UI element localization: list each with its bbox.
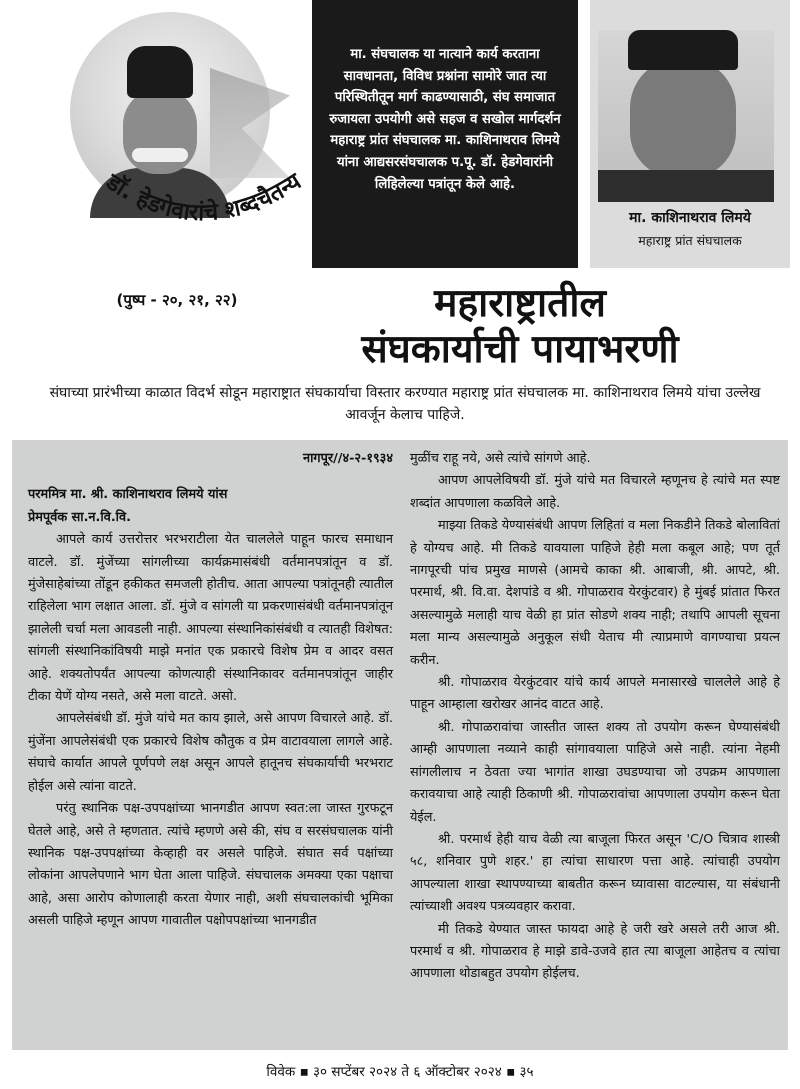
page-footer: विवेक ▪ ३० सप्टेंबर २०२४ ते ६ ऑक्टोबर २०२४ ▪ ३५ xyxy=(266,1064,534,1080)
limaye-photo xyxy=(598,30,774,202)
pushpa-number: (पुष्प - २०, २१, २२) xyxy=(116,291,238,309)
series-title xyxy=(55,150,345,290)
letter-paragraph: श्री. गोपाळराव येरकुंटवार यांचे कार्य आपले मनासारखे चाललेले आहे हे पाहून आम्हाला खरोखर आनंद वाटत आहे. xyxy=(410,675,780,713)
article-intro: संघाच्या प्रारंभीच्या काळात विदर्भ सोडून महाराष्ट्रात संघकार्याचा विस्तार करण्यात महाराष्ट्र प्रांत संघचालक मा. काशिनाथराव लिमये यांचा उल्लेख आवर्जून केलाच पाहिजे. xyxy=(49,385,761,423)
portrait-caption-name: मा. काशिनाथराव लिमये xyxy=(629,210,751,226)
letter-panel xyxy=(12,440,788,1050)
headline-line-2: संघकार्याची पायाभरणी xyxy=(361,326,679,372)
intro-box: मा. संघचालक या नात्याने कार्य करताना सावधानता, विविध प्रश्नांना सामोरे जात त्या परिस्थितीतून मार्ग काढण्यासाठी, संघ समाजात रुजायला उपयोगी असे सहज व सखोल मार्गदर्शन महाराष्ट्र प्रांत संघचालक मा. काशिनाथराव लिमये यांना आद्यसरसंघचालक प.पू. डॉ. हेडगेवारांनी लिहिलेल्या पत्रांतून केले आहे. xyxy=(312,0,578,268)
letter-paragraph: आपलेसंबंधी डॉ. मुंजे यांचे मत काय झाले, असे आपण विचारले आहे. डॉ. मुंजेंना आपलेसंबंधी एक प्रकारचे विशेष कौतुक व प्रेम वाटावयाला लागले आहे. संघाचे कार्यात आपले पूर्णपणे लक्ष असून आपले हातूनच संघकार्याची भरभराट होईल असे त्यांना वाटते. xyxy=(28,711,393,794)
letter-salutation: परममित्र मा. श्री. काशिनाथराव लिमये यांस xyxy=(28,487,228,503)
limaye-portrait-panel xyxy=(590,0,790,268)
letter-paragraph: श्री. परमार्थ हेही याच वेळी त्या बाजूला फिरत असून 'C/O चित्राव शास्त्री ५८, शनिवार पुणे शहर.' हा त्यांचा साधारण पत्ता आहे. त्यांचाही उपयोग आपल्याला शाखा स्थापण्याच्या बाबतीत करून घ्यावासा वाटल्यास, या संबंधानी त्यांच्याशी अवश्य पत्रव्यवहार करावा. xyxy=(410,831,780,915)
letter-paragraph: श्री. गोपाळरावांचा जास्तीत जास्त शक्य तो उपयोग करून घेण्यासंबंधी आम्ही आपणाला नव्याने काही सांगावयाला पाहिजे असे नाही. त्यांना नेहमी सांगलीलाच न ठेवता ज्या भागांत शाखा उघडण्याचा जो उपक्रम आपणाला करावयाचा आहे त्याही ठिकाणी श्री. गोपाळरावांचा आपणाला उपयोग करून घेता येईल. xyxy=(410,719,780,825)
portrait-caption-role: महाराष्ट्र प्रांत संघचालक xyxy=(638,233,742,248)
letter-paragraph: परंतु स्थानिक पक्ष-उपपक्षांच्या भानगडीत आपण स्वत:ला जास्त गुरफटून घेतले आहे, असे ते म्हणतात. त्यांचे म्हणणे असे की, संघ व सरसंघचालक यांनी स्थानिक पक्ष-उपपक्षांच्या केव्हाही वर असले पाहिजे. संघात सर्व पक्षांच्या लोकांना आपलेपणाने भाग घेता आला पाहिजे. संघचालक अमक्या एका पक्षाचा आहे, असा आरोप कोणालाही करता येणार नाही, अशी संघचालकांची भूमिका असली पाहिजे म्हणून आपण गावातील पक्षोपपक्षांच्या भानगडीत xyxy=(28,801,393,929)
svg-text:डॉ. हेडगेवारांचे शब्दचैतन्य: डॉ. हेडगेवारांचे शब्दचैतन्य xyxy=(101,168,306,227)
letter-paragraph: मी तिकडे येण्यात जास्त फायदा आहे हे जरी खरे असले तरी आज श्री. परमार्थ व श्री. गोपाळराव हे माझे डावे-उजवे हात त्या बाजूला आहेतच व त्यांचा आपणाला थोडाबहुत उपयोग होईलच. xyxy=(410,921,780,982)
letter-column-right xyxy=(410,448,780,986)
article-headline xyxy=(290,280,750,372)
letter-paragraph: माझ्या तिकडे येण्यासंबंधी आपण लिहितां व मला निकडीने तिकडे बोलावितां हे योग्यच आहे. मी तिकडे यावयाला पाहिजे हेही मला कबूल आहे; पण तूर्त नागपूरची पांच प्रमुख माणसे (आमचे काका श्री. आबाजी, श्री. आपटे, श्री. परमार्थ, श्री. वि.वा. देशपांडे व श्री. गोपाळराव येरकुंटवार) हे मुंबई प्रांतात फिरत असल्यामुळे मलाही याच वेळी हा प्रांत सोडणे शक्य नाही; तथापि आपली सूचना मला मान्य असल्यामुळे अनुकूल संधी येताच मी त्याप्रमाणे वागण्याचा प्रयत्न करीन. xyxy=(410,518,780,668)
letter-dateline: नागपूर//४-२-१९३४ xyxy=(302,451,393,466)
letter-greeting: प्रेमपूर्वक सा.न.वि.वि. xyxy=(28,509,131,525)
letter-paragraph: आपले कार्य उत्तरोत्तर भरभराटीला येत चाललेले पाहून फारच समाधान वाटले. डॉ. मुंजेंच्या सांगलीच्या कार्यक्रमासंबंधी वर्तमानपत्रांतून व डॉ. मुंजेसाहेबांच्या तोंडून हकीकत समजली होतीच. आता आपल्या पत्रांतूनही त्यातील राहिलेला भाग लक्षात आला. डॉ. मुंजे व सांगली या प्रकरणासंबंधी वर्तमानपत्रांतून झालेली चर्चा मला आवडली नाही. आपल्या संस्थानिकांसंबंधी व त्यातही विशेषत: सांगली संस्थानिकांविषयी माझे मनांत एक प्रकारचे विशेष प्रेम व आदर वसत आहे. शक्यतोपर्यंत आपल्या कोणत्याही संस्थानिकावर वर्तमानपत्रांतून जाहीर टीका येणें योग्य नसते, असे मला वाटते. असो. xyxy=(28,532,393,705)
headline-line-1: महाराष्ट्रातील xyxy=(434,280,606,326)
letter-column-left xyxy=(28,448,393,933)
letter-paragraph: मुळींच राहू नये, असे त्यांचे सांगणे आहे. xyxy=(410,451,591,466)
letter-paragraph: आपण आपलेविषयी डॉ. मुंजे यांचे मत विचारले म्हणूनच हे त्यांचे मत स्पष्ट शब्दांत आपणाला कळविले आहे. xyxy=(410,473,780,511)
